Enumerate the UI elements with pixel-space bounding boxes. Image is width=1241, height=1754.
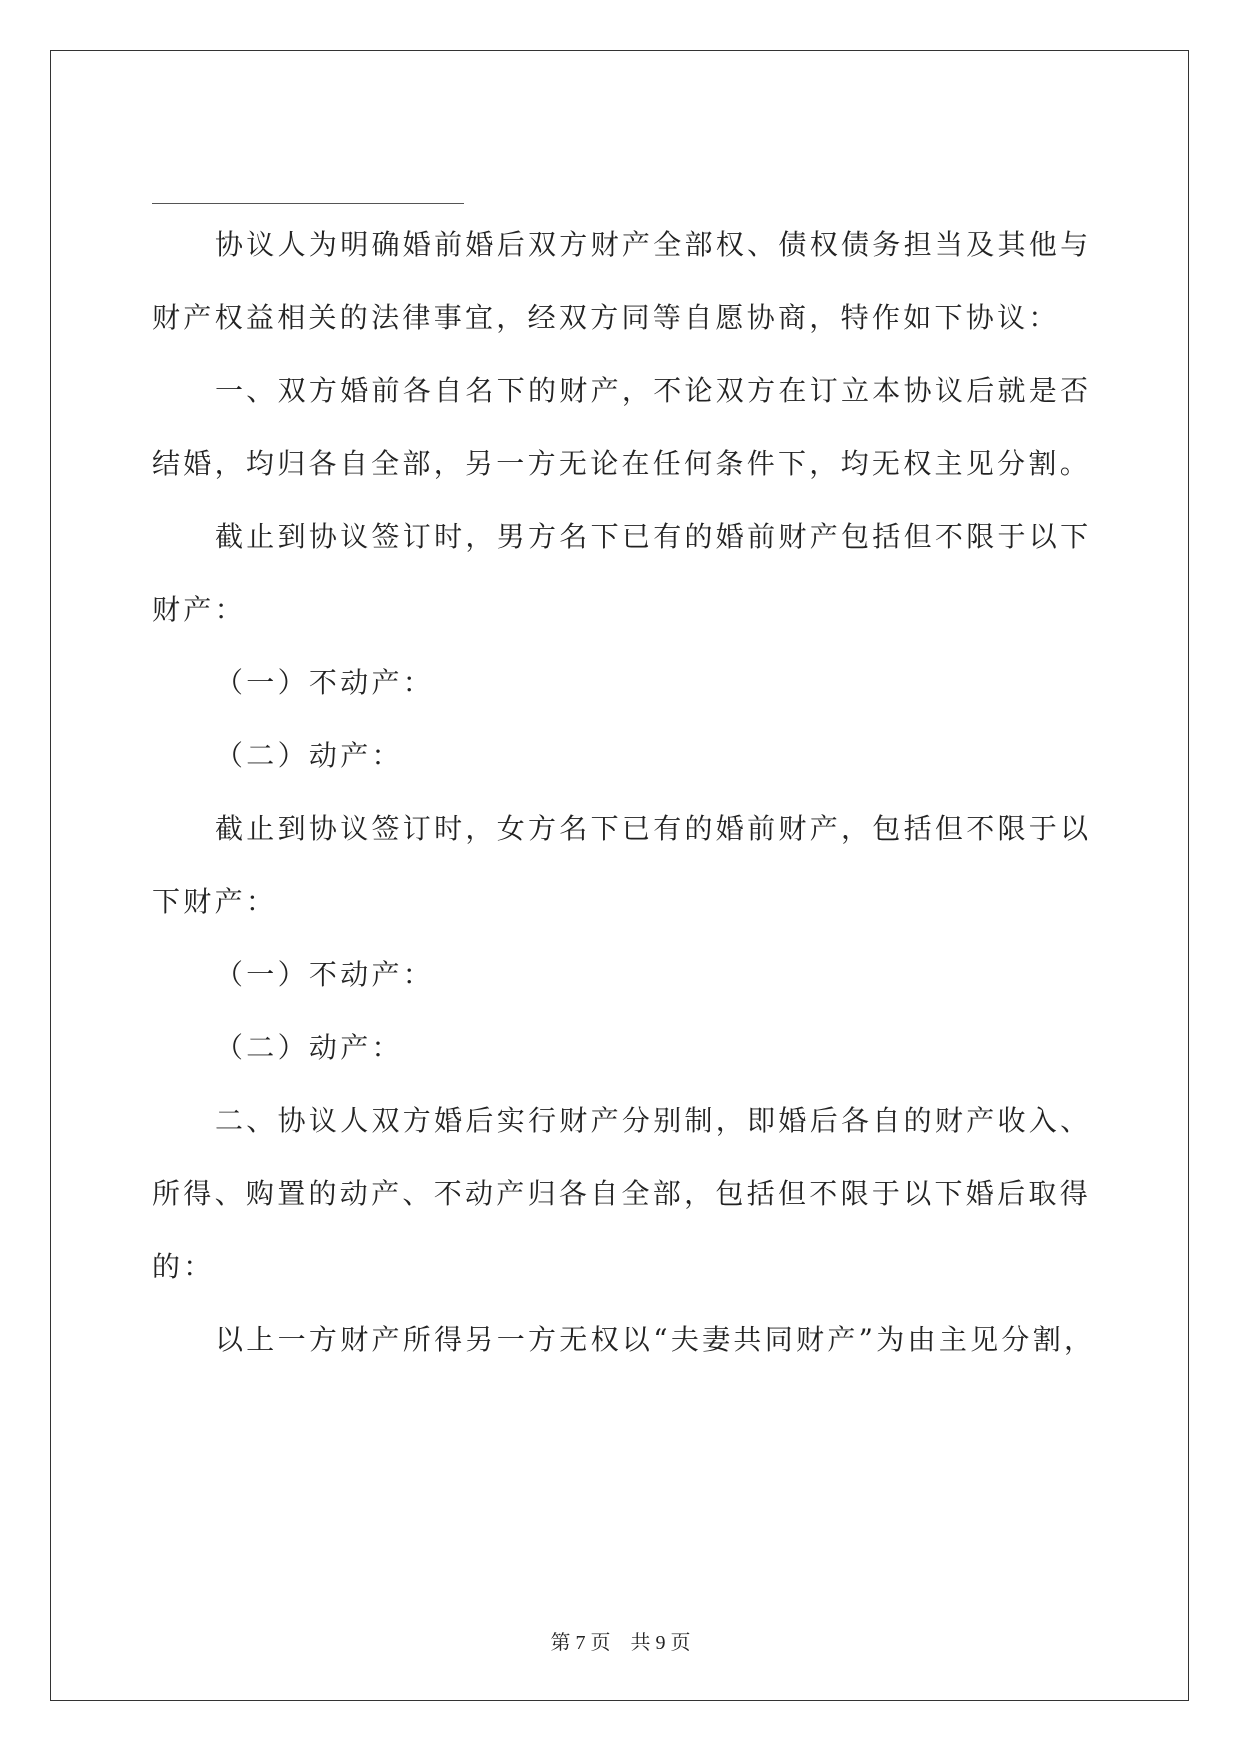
header-underline	[152, 203, 464, 204]
paragraph-line: 截止到协议签订时，女方名下已有的婚前财产，包括但不限于以	[215, 812, 1092, 845]
page-number-footer: 第 7 页 共 9 页	[550, 1632, 691, 1654]
paragraph-line: 下财产：	[152, 885, 278, 918]
paragraph-line: 财产：	[152, 593, 246, 626]
paragraph-line: 所得、购置的动产、不动产归各自全部，包括但不限于以下婚后取得	[152, 1177, 1092, 1210]
paragraph-line: 截止到协议签订时，男方名下已有的婚前财产包括但不限于以下	[215, 520, 1092, 553]
list-item-line: （二）动产：	[215, 1031, 403, 1064]
paragraph-line: 财产权益相关的法律事宜，经双方同等自愿协商，特作如下协议：	[152, 301, 1060, 334]
paragraph-line: 结婚，均归各自全部，另一方无论在任何条件下，均无权主见分割。	[152, 447, 1092, 480]
paragraph-line: 二、协议人双方婚后实行财产分别制，即婚后各自的财产收入、	[215, 1104, 1092, 1137]
paragraph-line: 的：	[152, 1250, 215, 1283]
paragraph-line: 协议人为明确婚前婚后双方财产全部权、债权债务担当及其他与	[215, 228, 1092, 261]
list-item-line: （一）不动产：	[215, 958, 435, 991]
list-item-line: （二）动产：	[215, 739, 403, 772]
paragraph-line: 以上一方财产所得另一方无权以“夫妻共同财产”为由主见分割，	[215, 1323, 1096, 1356]
list-item-line: （一）不动产：	[215, 666, 435, 699]
paragraph-line: 一、双方婚前各自名下的财产，不论双方在订立本协议后就是否	[215, 374, 1092, 407]
